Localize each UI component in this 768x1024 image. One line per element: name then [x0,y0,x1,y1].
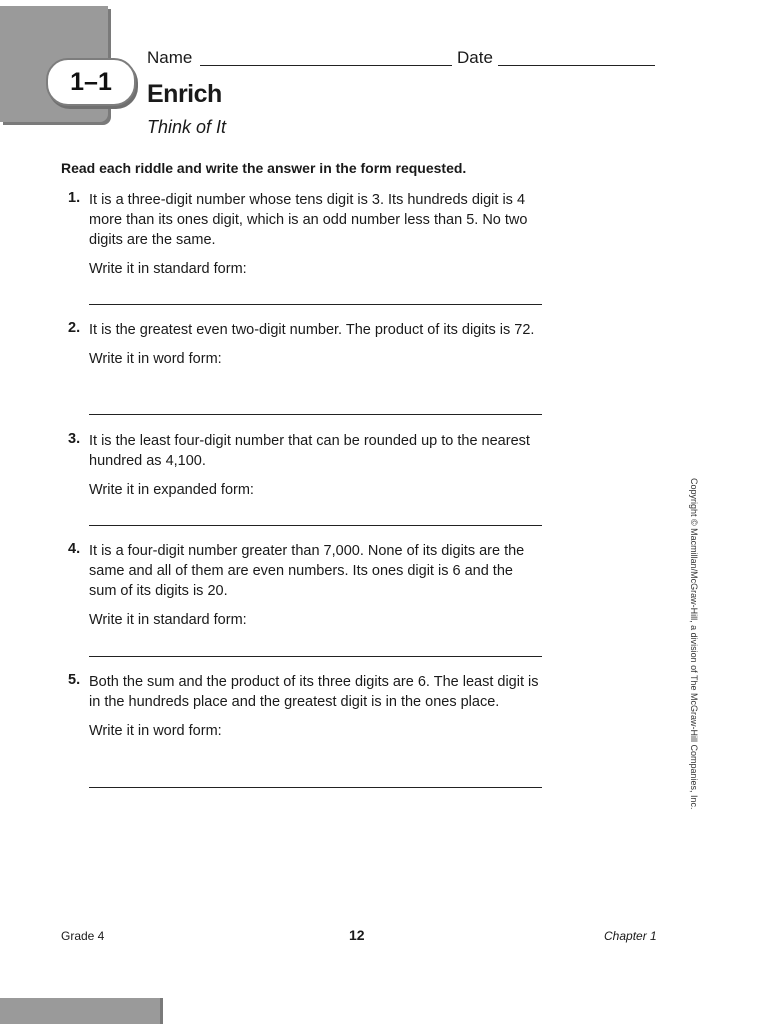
name-label: Name [147,48,193,67]
problem-number: 1. [68,190,81,206]
problem-3 [61,431,541,500]
problem-text: It is the greatest even two-digit number. The product of its digits is 72. [89,322,535,338]
problem-4 [61,541,541,630]
answer-line[interactable] [89,304,542,305]
problem-number: 2. [68,320,81,336]
problem-prompt: Write it in expanded form: [89,482,254,498]
name-field[interactable] [200,65,452,66]
problem-text: It is the least four-digit number that can be rounded up to the nearest hundred as 4,100. [89,433,530,469]
footer-grade: Grade 4 [61,929,105,943]
copyright-notice: Copyright © Macmillan/McGraw-Hill, a division of The McGraw-Hill Companies, Inc. [689,478,699,810]
problem-prompt: Write it in word form: [89,351,222,367]
instructions: Read each riddle and write the answer in the form requested. [61,160,467,176]
problem-text: It is a three-digit number whose tens digit is 3. Its hundreds digit is 4 more than its ones digit, which is an odd number less than 5. No two digits are the same. [89,192,528,248]
date-field[interactable] [498,65,655,66]
bottom-tab [0,998,160,1024]
page-title: Enrich [147,80,222,108]
problem-text: Both the sum and the product of its three digits are 6. The least digit is in the hundreds place and the greatest digit is in the ones place. [89,674,539,710]
problem-1 [61,190,541,279]
date-label: Date [457,48,493,67]
footer-chapter: Chapter 1 [604,929,657,943]
page-number: 12 [349,927,365,943]
problem-prompt: Write it in standard form: [89,612,247,628]
name-date-row [147,46,667,72]
problem-number: 3. [68,431,81,447]
problem-prompt: Write it in word form: [89,723,222,739]
answer-line[interactable] [89,656,542,657]
problem-prompt: Write it in standard form: [89,261,247,277]
problem-2 [61,320,541,369]
problem-number: 4. [68,541,81,557]
page-subtitle: Think of It [147,117,227,137]
problem-text: It is a four-digit number greater than 7,000. None of its digits are the same and all of them are even numbers. Its ones digit is 6 and the sum of its digits is 20. [89,543,525,599]
answer-line[interactable] [89,787,542,788]
lesson-number-badge: 1–1 [46,58,136,106]
problem-5 [61,672,541,741]
answer-line[interactable] [89,525,542,526]
answer-line[interactable] [89,414,542,415]
problem-number: 5. [68,672,81,688]
